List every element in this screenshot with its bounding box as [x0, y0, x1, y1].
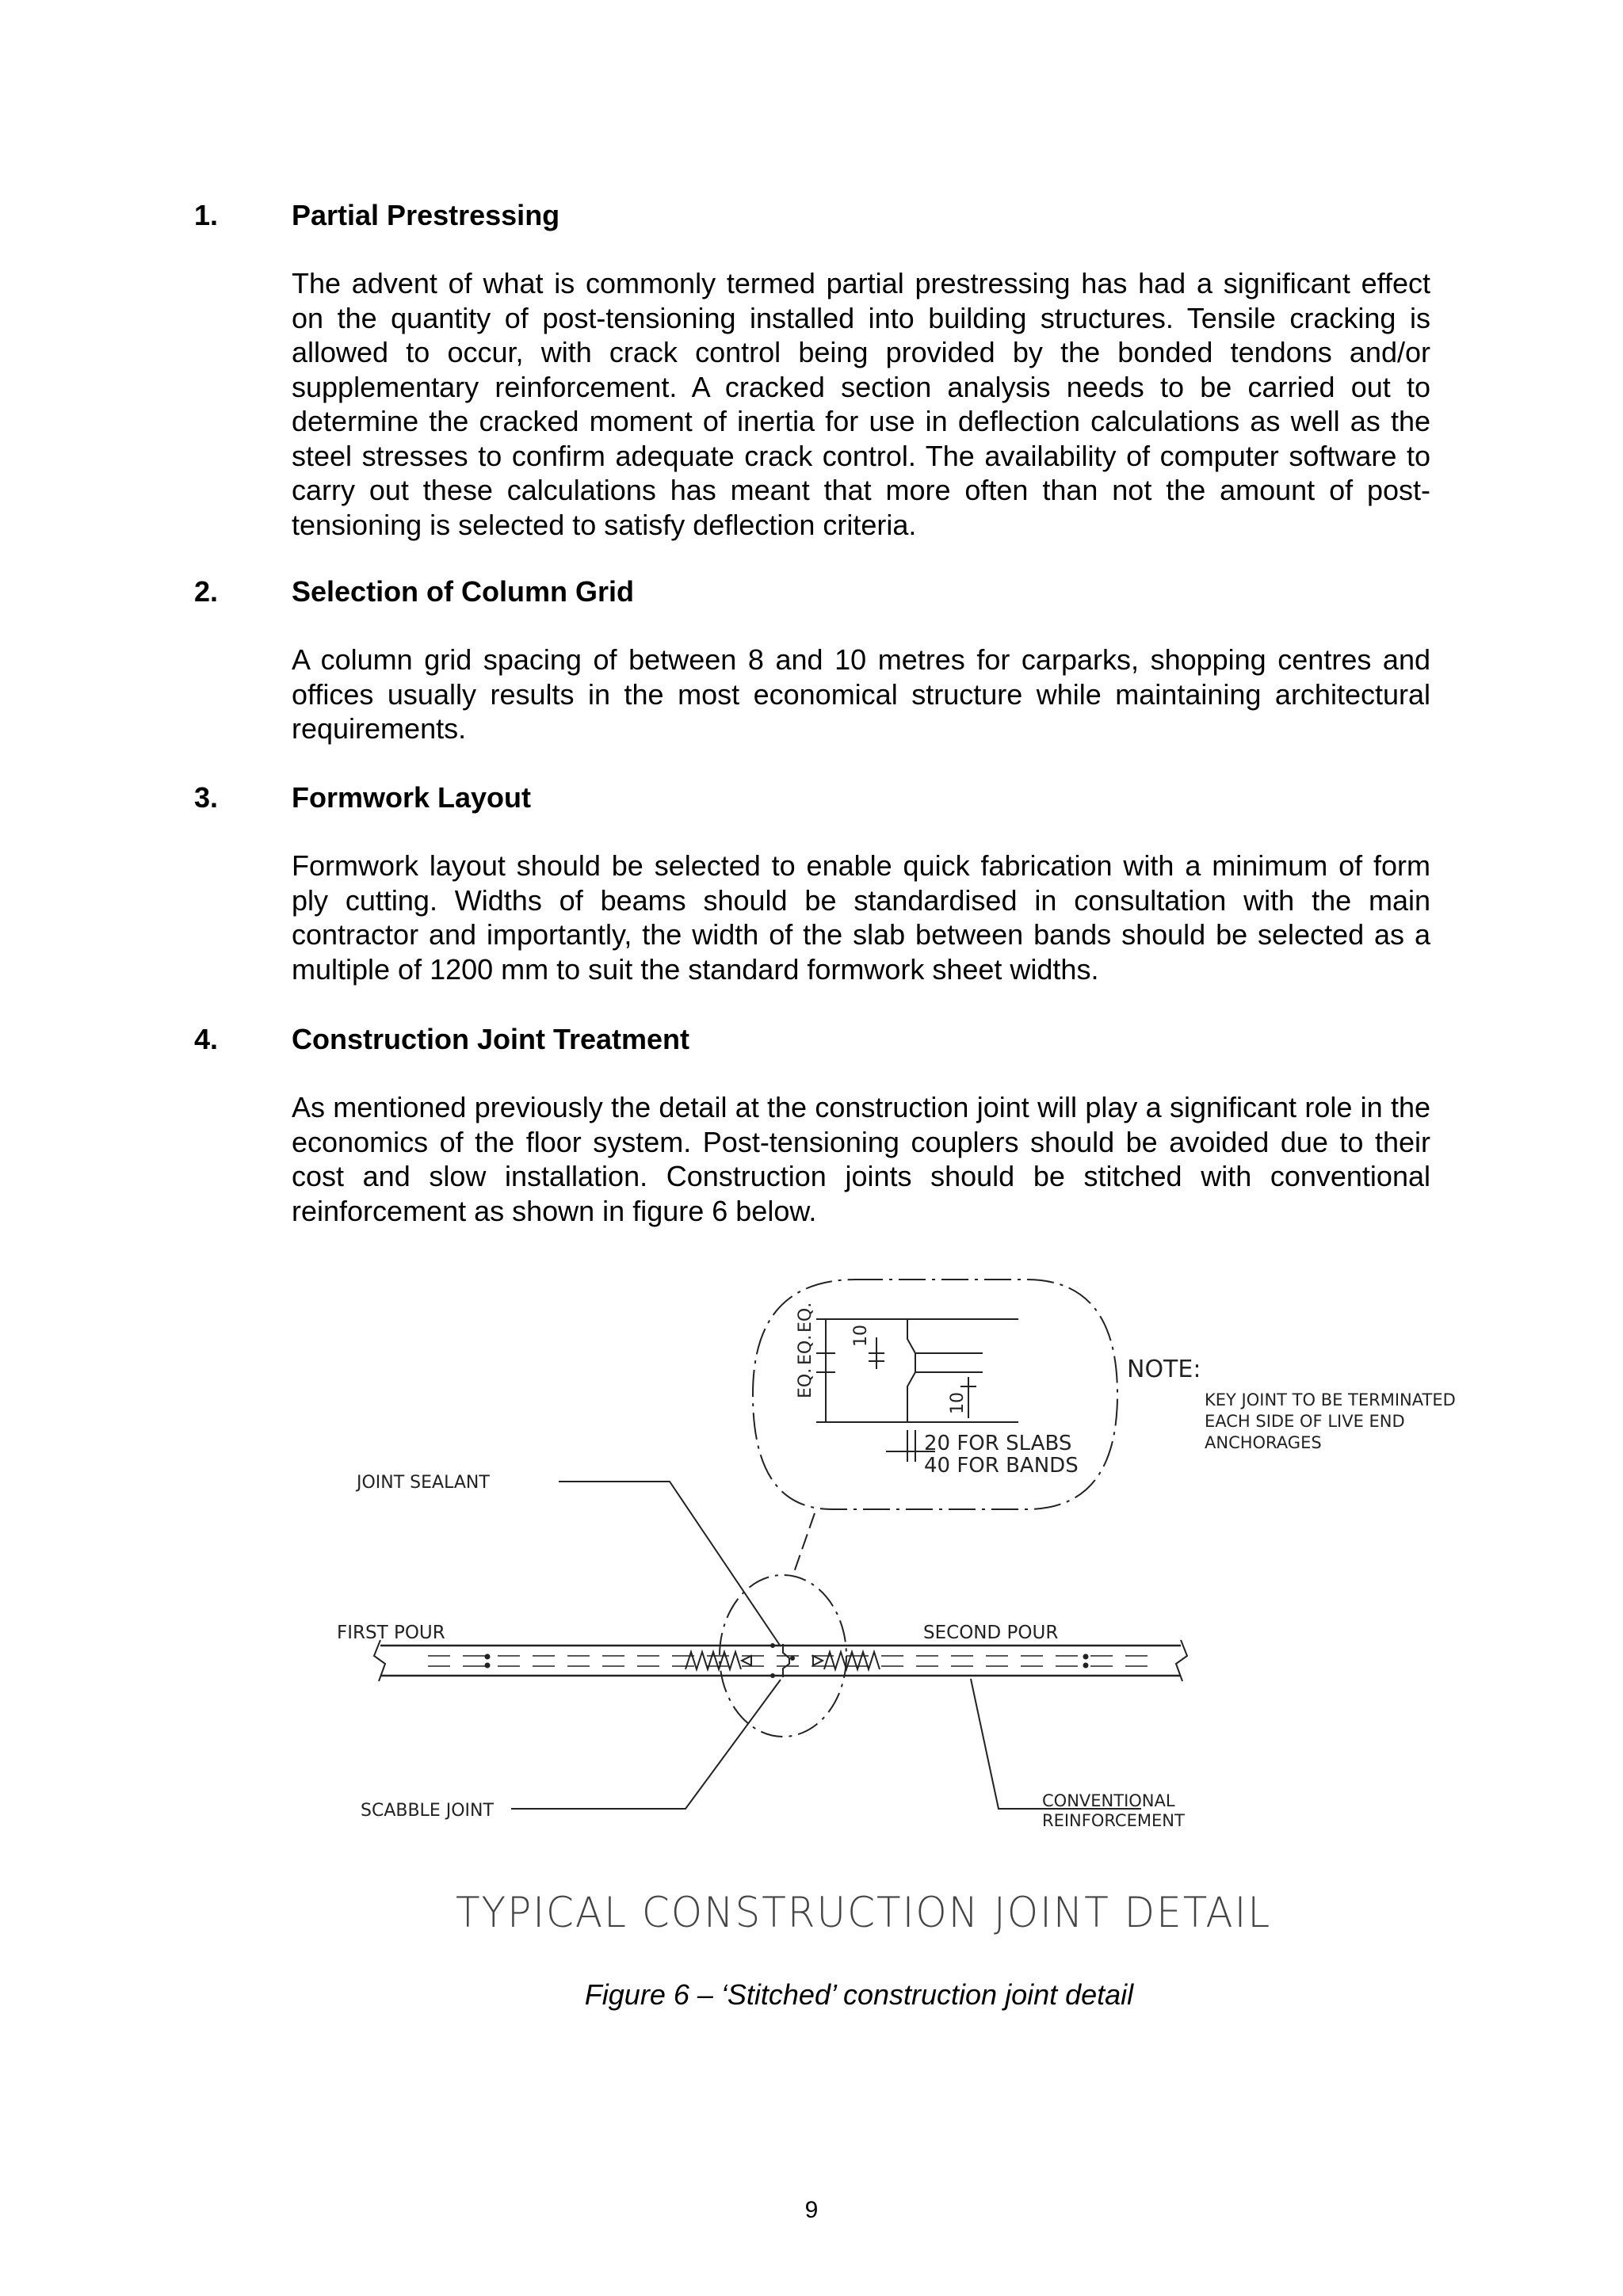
rebar-dot [485, 1663, 491, 1669]
bubble-connector [792, 1513, 815, 1577]
slab-outline [380, 1646, 1181, 1676]
section-body: The advent of what is commonly termed partial prestressing has had a significant effect on the quantity of post-tensioning installed into building structures. Tensile cracking is allowed to occur, with crack control being provided by the bonded tendons and/or supplementary reinforcement. A cracked section analysis needs to be carried out to determine the cracked moment of inertia for use in deflection calculations as well as the steel stresses to confirm adequate crack control. The availability of computer software to carry out these calculations has meant that more often than not the amount of post-tensioning is selected to satisfy deflection criteria. [292, 267, 1430, 541]
drawing-title: TYPICAL CONSTRUCTION JOINT DETAIL [456, 1888, 1272, 1937]
label-second-pour: SECOND POUR [923, 1623, 1059, 1643]
label-eq-bottom: EQ. [796, 1367, 815, 1398]
section-column-grid [194, 574, 1430, 745]
label-reinforcement: REINFORCEMENT [1042, 1811, 1185, 1830]
section-title: Formwork Layout [292, 781, 532, 814]
sealant-dot [770, 1673, 775, 1678]
section-number: 4. [194, 1023, 219, 1055]
label-first-pour: FIRST POUR [337, 1623, 445, 1643]
label-bands: 40 FOR BANDS [924, 1454, 1079, 1478]
dim-10-upper [869, 1337, 884, 1369]
leader-conventional-reinforcement [971, 1679, 1141, 1809]
leader-scabble-joint [511, 1680, 781, 1809]
section-body: A column grid spacing of between 8 and 10 metres for carparks, shopping centres and offices usually results in the most economical structure while maintaining architectural requirements. [292, 643, 1430, 745]
section-heading [194, 198, 1430, 233]
section-number: 2. [194, 575, 219, 608]
section-heading [194, 780, 1430, 815]
leader-joint-sealant [559, 1482, 781, 1646]
section-heading [194, 574, 1430, 609]
label-scabble-joint: SCABBLE JOINT [361, 1801, 494, 1821]
page-number: 9 [804, 2197, 819, 2223]
section-number: 3. [194, 781, 219, 814]
rebar-dot [485, 1654, 491, 1660]
note-line-1: KEY JOINT TO BE TERMINATED [1205, 1390, 1456, 1409]
label-joint-sealant: JOINT SEALANT [357, 1473, 490, 1493]
section-heading [194, 1022, 1430, 1057]
sealant-dot [770, 1643, 775, 1648]
label-dim-10-upper: 10 [851, 1325, 871, 1347]
figure-caption [0, 1978, 1623, 2012]
construction-joint-drawing [337, 1260, 1482, 1862]
rebar-dot [1083, 1654, 1089, 1660]
note-label: NOTE: [1127, 1356, 1201, 1383]
label-dim-10-lower: 10 [948, 1392, 968, 1414]
section-body: As mentioned previously the detail at the construction joint will play a significant role in the economics of the floor system. Post-tensioning couplers should be avoided due to their cost and slow installation. Construction joints should be stitched with conventional reinforcement as shown in figure 6 below. [292, 1091, 1430, 1227]
label-slabs: 20 FOR SLABS [924, 1432, 1072, 1455]
arrow-left-icon [742, 1656, 751, 1665]
rebar-dot [1083, 1663, 1089, 1669]
section-body: Formwork layout should be selected to enable quick fabrication with a minimum of form ply cutting. Widths of beams should be standardised in consultation with the main contractor and importantly, the width of the slab between bands should be selected as a multiple of 1200 mm to suit the standard formwork sheet widths. [292, 849, 1430, 986]
section-formwork-layout [194, 780, 1430, 986]
note-line-3: ANCHORAGES [1205, 1433, 1322, 1452]
figure-caption-text: Figure 6 – ‘Stitched’ construction joint detail [584, 1978, 1134, 2011]
label-conventional: CONVENTIONAL [1042, 1791, 1175, 1810]
section-number: 1. [194, 199, 219, 231]
section-title: Partial Prestressing [292, 199, 560, 231]
sealant-dot [790, 1656, 795, 1661]
label-eq-top: EQ. [796, 1302, 815, 1333]
arrow-right-icon [813, 1656, 823, 1665]
label-eq-middle: EQ. [796, 1334, 815, 1365]
key-joint-profile [828, 1319, 915, 1422]
joint-crack [783, 1644, 789, 1677]
section-title: Selection of Column Grid [292, 575, 635, 608]
section-construction-joint [194, 1022, 1430, 1227]
note-line-2: EACH SIDE OF LIVE END [1205, 1412, 1405, 1431]
construction-joint-figure [337, 1260, 1482, 1937]
section-title: Construction Joint Treatment [292, 1023, 690, 1055]
section-partial-prestressing [194, 198, 1430, 541]
